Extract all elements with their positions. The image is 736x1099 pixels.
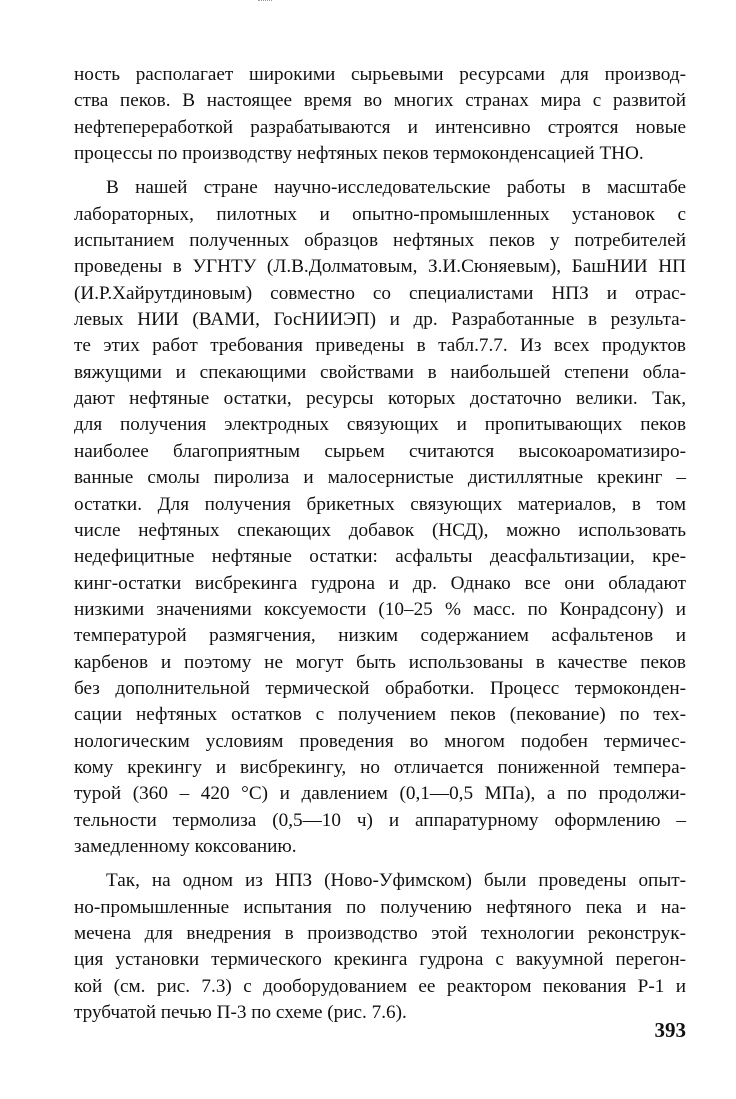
text-line: ства пеков. В настоящее время во многих странах мира с развитой: [74, 90, 686, 112]
text-line: замедленному коксованию.: [74, 835, 297, 857]
paragraph: [74, 868, 686, 1026]
paragraph-gap: [74, 860, 686, 868]
paragraph: [74, 175, 686, 860]
text-line: турой (360 – 420 °С) и давлением (0,1—0,5 МПа), а по продолжи-: [74, 783, 686, 805]
text-line: без дополнительной термической обработки. Процесс термоконден-: [74, 677, 686, 699]
text-line: карбенов и поэтому не могут быть использованы в качестве пеков: [74, 651, 686, 673]
text-line: проведены в УГНТУ (Л.В.Долматовым, З.И.Сюняевым), БашНИИ НП: [74, 256, 686, 278]
text-line: кому крекингу и висбрекингу, но отличается пониженной темпера-: [74, 756, 686, 778]
text-line: ция установки термического крекинга гудрона с вакуумной перегон-: [74, 949, 686, 971]
paragraph-gap: [74, 167, 686, 175]
text-line: процессы по производству нефтяных пеков термоконденсацией ТНО.: [74, 143, 644, 165]
text-line: В нашей стране научно-исследовательские работы в масштабе: [106, 177, 686, 199]
text-line: вяжущими и спекающими свойствами в наибольшей степени обла-: [74, 361, 686, 383]
text-line: (И.Р.Хайрутдиновым) совместно со специалистами НПЗ и отрас-: [74, 282, 686, 304]
scan-mark: [258, 0, 272, 4]
text-line: лабораторных, пилотных и опытно-промышленных установок с: [74, 203, 686, 225]
page-number: 393: [654, 1018, 686, 1042]
text-line: недефицитные нефтяные остатки: асфальты деасфальтизации, кре-: [74, 546, 686, 568]
text-line: кой (см. рис. 7.3) с дооборудованием ее реактором пекования Р-1 и: [74, 975, 686, 997]
text-line: но-промышленные испытания по получению нефтяного пека и на-: [74, 896, 686, 918]
paragraph: [74, 62, 686, 167]
text-line: температурой размягчения, низким содержанием асфальтенов и: [74, 625, 686, 647]
text-line: левых НИИ (ВАМИ, ГосНИИЭП) и др. Разработанные в результа-: [74, 309, 686, 331]
text-line: для получения электродных связующих и пропитывающих пеков: [74, 414, 686, 436]
text-line: ность располагает широкими сырьевыми ресурсами для производ-: [74, 64, 686, 85]
text-line: испытанием полученных образцов нефтяных пеков у потребителей: [74, 230, 686, 252]
text-line: Так, на одном из НПЗ (Ново-Уфимском) были проведены опыт-: [106, 870, 686, 892]
text-line: остатки. Для получения брикетных связующих материалов, в том: [74, 493, 686, 515]
text-line: числе нефтяных спекающих добавок (НСД), можно использовать: [74, 519, 686, 541]
text-line: нологическим условиям проведения во многом подобен термичес-: [74, 730, 686, 752]
text-line: мечена для внедрения в производство этой технологии реконструк-: [74, 923, 686, 944]
text-line: трубчатой печью П-3 по схеме (рис. 7.6).: [74, 1002, 407, 1024]
text-line: тельности термолиза (0,5—10 ч) и аппаратурному оформлению –: [74, 809, 686, 831]
text-line: низкими значениями коксуемости (10–25 % масс. по Конрадсону) и: [74, 598, 686, 620]
text-line: дают нефтяные остатки, ресурсы которых достаточно велики. Так,: [74, 388, 686, 410]
text-line: нефтепереработкой разрабатываются и интенсивно строятся новые: [74, 116, 686, 138]
text-line: те этих работ требования приведены в табл.7.7. Из всех продуктов: [74, 335, 686, 357]
body-text: [74, 62, 686, 1026]
text-line: наиболее благоприятным сырьем считаются высокоароматизиро-: [74, 440, 686, 462]
text-line: кинг-остатки висбрекинга гудрона и др. Однако все они обладают: [74, 572, 686, 594]
text-line: сации нефтяных остатков с получением пеков (пекование) по тех-: [74, 704, 686, 726]
text-line: ванные смолы пиролиза и малосернистые дистиллятные крекинг –: [74, 467, 686, 489]
